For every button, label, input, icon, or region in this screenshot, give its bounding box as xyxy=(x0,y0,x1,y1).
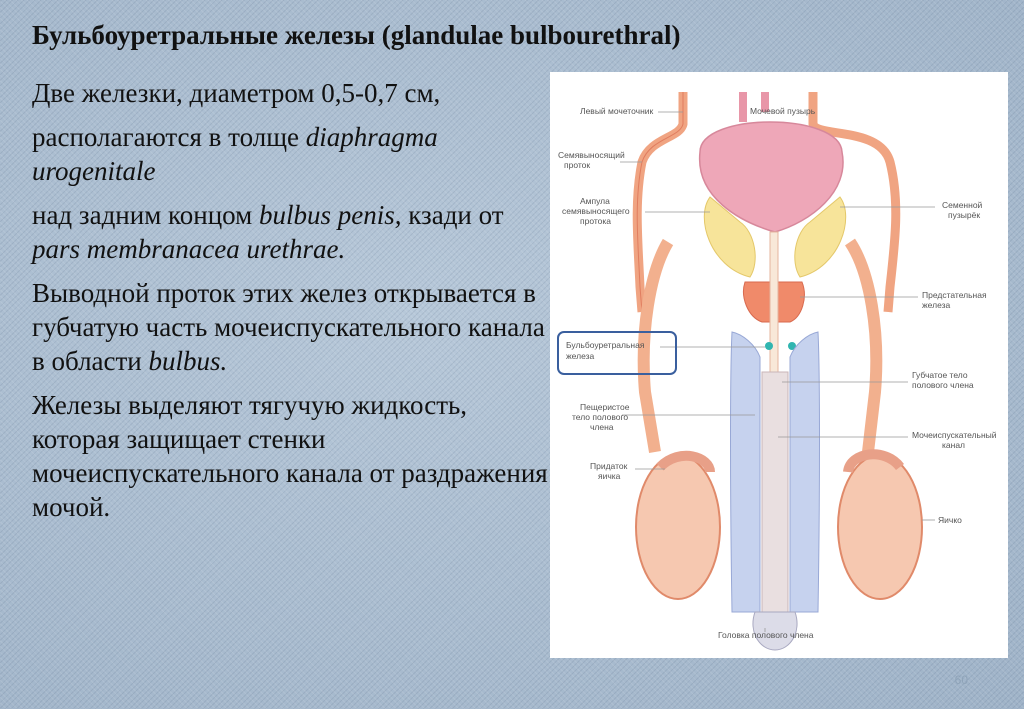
label-seminal-vesicle-1: Семенной xyxy=(942,200,983,210)
label-epididymis-1: Придаток xyxy=(590,461,628,471)
corpus-spongiosum xyxy=(762,372,788,617)
paragraph-location xyxy=(32,120,552,188)
anatomy-illustration xyxy=(550,72,1008,658)
paragraph-duct xyxy=(32,276,552,378)
label-urethra-2: канал xyxy=(942,440,966,450)
label-glans: Головка полового члена xyxy=(718,630,814,640)
label-epididymis-2: яичка xyxy=(598,471,621,481)
label-ampulla-3: протока xyxy=(580,216,612,226)
position-text-1: над задним концом xyxy=(32,200,260,230)
label-ejaculatory-duct-2: проток xyxy=(564,160,591,170)
label-left-ureter: Левый мочеточник xyxy=(580,106,654,116)
slide-body xyxy=(32,76,552,534)
label-spongy-2: полового члена xyxy=(912,380,974,390)
position-text-2: кзади от xyxy=(401,200,504,230)
label-cavernosum-3: члена xyxy=(590,422,614,432)
left-bulbourethral-gland xyxy=(765,342,773,350)
duct-text: Выводной проток этих желез открывается в губчатую часть мочеиспускательного канала в области xyxy=(32,278,545,376)
label-spongy-1: Губчатое тело xyxy=(912,370,968,380)
location-text: располагаются в толще xyxy=(32,122,306,152)
latin-term-bulbus: bulbus. xyxy=(148,346,228,376)
label-cavernosum-2: тело полового xyxy=(572,412,629,422)
label-ejaculatory-duct-1: Семявыносящий xyxy=(558,150,625,160)
paragraph-function xyxy=(32,388,552,524)
right-spermatic-cord xyxy=(850,242,876,452)
function-text: Железы выделяют тягучую жидкость, которая защищает стенки мочеиспускательного канала от раздражения мочой. xyxy=(32,390,548,522)
label-ampulla-1: Ампула xyxy=(580,196,610,206)
left-corpus-cavernosum xyxy=(731,332,761,612)
latin-term-diaphragma: diaphragma urogenitale xyxy=(32,122,438,186)
label-cavernosum-1: Пещеристое xyxy=(580,402,630,412)
label-prostate-2: железа xyxy=(922,300,951,310)
slide-title: Бульбоуретральные железы (glandulae bulbourethral) xyxy=(32,20,681,50)
label-prostate-1: Предстательная xyxy=(922,290,987,300)
label-bladder: Мочевой пузырь xyxy=(750,106,816,116)
latin-term-bulbus-penis: bulbus penis, xyxy=(259,200,402,230)
latin-term-pars-membranacea: pars membranacea urethrae. xyxy=(32,234,346,264)
label-testis: Яичко xyxy=(938,515,962,525)
page-number: 60 xyxy=(954,673,968,687)
label-urethra-1: Мочеиспускательный xyxy=(912,430,997,440)
label-seminal-vesicle-2: пузырёк xyxy=(948,210,981,220)
paragraph-size xyxy=(32,76,552,110)
label-bulbourethral-1: Бульбоуретральная xyxy=(566,340,645,350)
paragraph-position xyxy=(32,198,552,266)
left-testis xyxy=(636,455,720,599)
paragraph-size-text: Две железки, диаметром 0,5-0,7 см, xyxy=(32,78,441,108)
anatomy-diagram xyxy=(550,72,1008,658)
label-bulbourethral-2: железа xyxy=(566,351,595,361)
left-vas-deferens xyxy=(637,92,683,312)
label-ampulla-2: семявыносящего xyxy=(562,206,630,216)
right-testis xyxy=(838,455,922,599)
right-corpus-cavernosum xyxy=(790,332,820,612)
